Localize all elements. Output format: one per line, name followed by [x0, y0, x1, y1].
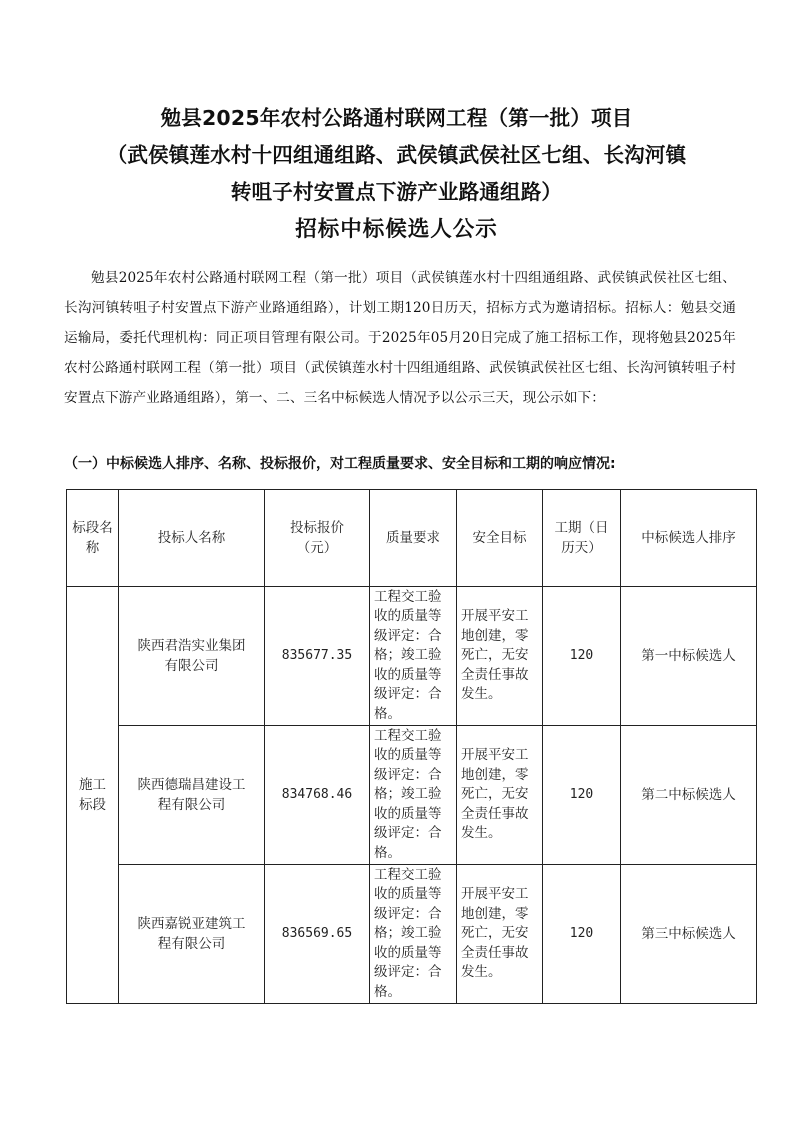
period-cell	[543, 587, 621, 726]
table-row	[67, 865, 757, 1004]
header-safety	[457, 490, 543, 587]
quality-cell	[370, 587, 457, 726]
rank-cell	[621, 865, 757, 1004]
price-cell	[265, 726, 370, 865]
header-safety-label: 安全目标	[472, 530, 527, 546]
header-bidder	[119, 490, 265, 587]
bidder-cell	[119, 587, 265, 726]
header-section-label: 标段名称	[72, 520, 113, 556]
bid-price: 834768.46	[281, 787, 353, 802]
title-line-3: 转咀子村安置点下游产业路通组路）	[230, 180, 563, 204]
safety-cell	[457, 865, 543, 1004]
quality-cell	[370, 726, 457, 865]
quality-requirement: 工程交工验收的质量等级评定：合格；竣工验收的质量等级评定：合格。	[374, 727, 442, 861]
candidates-table	[66, 489, 757, 1004]
bidder-cell	[119, 865, 265, 1004]
section-name-cell	[67, 587, 119, 1004]
quality-requirement: 工程交工验收的质量等级评定：合格；竣工验收的质量等级评定：合格。	[374, 588, 442, 722]
rank-cell	[621, 587, 757, 726]
candidate-rank: 第二中标候选人	[641, 787, 736, 803]
rank-cell	[621, 726, 757, 865]
quality-cell	[370, 865, 457, 1004]
header-price-label: 投标报价（元）	[290, 520, 344, 556]
construction-period: 120	[569, 926, 594, 941]
title-line-4: 招标中标候选人公示	[295, 217, 498, 242]
candidate-rank: 第三中标候选人	[641, 926, 736, 942]
header-section	[67, 490, 119, 587]
table-row	[67, 726, 757, 865]
intro-paragraph: 勉县2025年农村公路通村联网工程（第一批）项目（武侯镇莲水村十四组通组路、武侯镇武侯社区七组、长沟河镇转咀子村安置点下游产业路通组路），计划工期120日历天，招标方式为邀请招标。招标人：勉县交通运输局，委托代理机构：同正项目管理有限公司。于2025年05月20日完成了施工招标工作，现将勉县2025年农村公路通村联网工程（第一批）项目（武侯镇莲水村十四组通组路、武侯镇武侯社区七组、长沟河镇转咀子村安置点下游产业路通组路），第一、二、三名中标候选人情况予以公示三天，现公示如下：	[64, 270, 736, 406]
section-name: 施工标段	[79, 777, 106, 813]
construction-period: 120	[569, 648, 594, 663]
safety-target: 开展平安工地创建，零死亡，无安全责任事故发生。	[461, 886, 529, 981]
quality-requirement: 工程交工验收的质量等级评定：合格；竣工验收的质量等级评定：合格。	[374, 866, 442, 1000]
bidder-name: 陕西德瑞昌建设工程有限公司	[137, 777, 246, 813]
header-period-label: 工期（日历天）	[554, 520, 609, 556]
period-cell	[543, 865, 621, 1004]
bidder-name: 陕西嘉锐亚建筑工程有限公司	[137, 916, 246, 952]
document-title	[40, 100, 753, 248]
construction-period: 120	[569, 787, 594, 802]
price-cell	[265, 587, 370, 726]
header-quality-label: 质量要求	[386, 530, 440, 546]
price-cell	[265, 865, 370, 1004]
table-header-row	[67, 490, 757, 587]
period-cell	[543, 726, 621, 865]
safety-target: 开展平安工地创建，零死亡，无安全责任事故发生。	[461, 608, 529, 703]
table-row	[67, 587, 757, 726]
title-line-1: 勉县2025年农村公路通村联网工程（第一批）项目	[160, 106, 633, 130]
header-bidder-label: 投标人名称	[157, 530, 226, 546]
safety-cell	[457, 587, 543, 726]
bidder-cell	[119, 726, 265, 865]
header-rank	[621, 490, 757, 587]
safety-target: 开展平安工地创建，零死亡，无安全责任事故发生。	[461, 747, 529, 842]
header-price	[265, 490, 370, 587]
bid-price: 836569.65	[281, 926, 353, 941]
bidder-name: 陕西君浩实业集团有限公司	[137, 638, 246, 674]
candidate-rank: 第一中标候选人	[641, 648, 736, 664]
header-rank-label: 中标候选人排序	[641, 530, 736, 546]
header-quality	[370, 490, 457, 587]
section-heading: （一）中标候选人排序、名称、投标报价，对工程质量要求、安全目标和工期的响应情况:	[64, 456, 616, 472]
safety-cell	[457, 726, 543, 865]
bid-price: 835677.35	[281, 648, 353, 663]
title-line-2: （武侯镇莲水村十四组通组路、武侯镇武侯社区七组、长沟河镇	[106, 143, 687, 167]
header-period	[543, 490, 621, 587]
